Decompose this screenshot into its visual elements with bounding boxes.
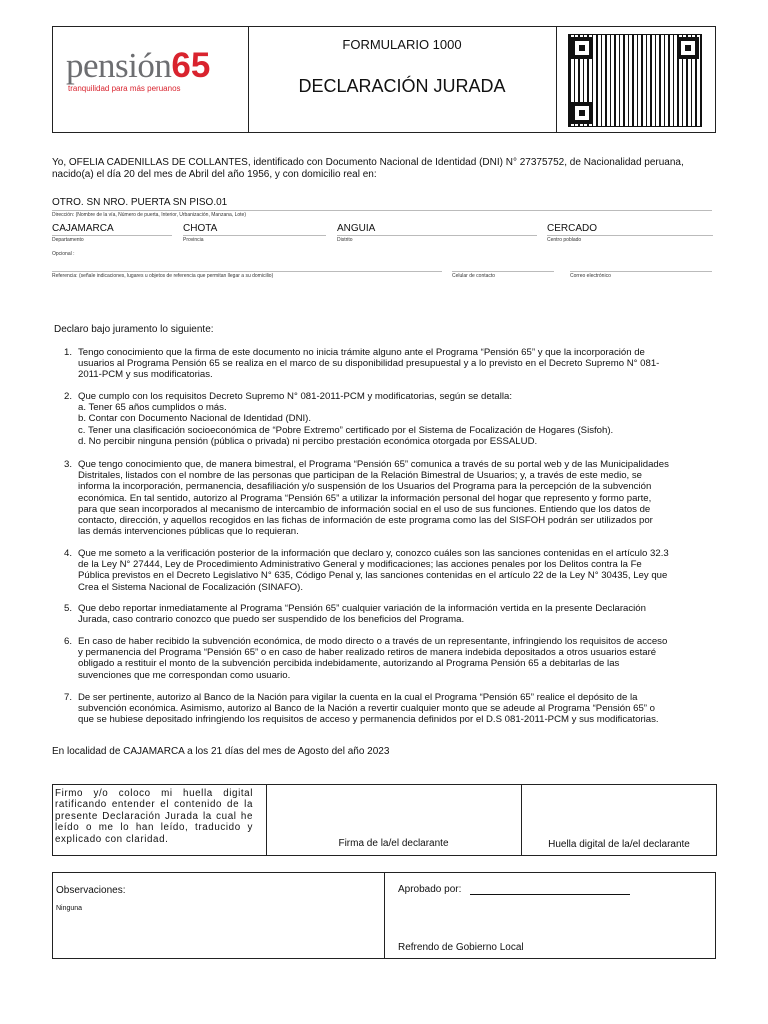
item-number: 3. [64, 459, 73, 470]
item-number: 5. [64, 603, 73, 614]
form-title: DECLARACIÓN JURADA [298, 76, 506, 96]
item-line: las demás intervenciones públicas que lo requieran. [78, 526, 299, 538]
item-line: En caso de haber recibido la subvención económica, de modo directo o a través de un representante, infringiendo los requisitos de acceso [78, 636, 668, 647]
item-text [78, 347, 718, 381]
optional-label: Opcional : [52, 251, 75, 257]
item-number: 1. [64, 347, 73, 358]
item-number: 2. [64, 391, 73, 402]
town-value: CERCADO [547, 223, 598, 234]
district-line [337, 235, 537, 236]
department-value: CAJAMARCA [52, 223, 114, 234]
item-line: subvención económica. Asimismo, autorizo al Banco de la Nación a revertir cualquier monto que se adeude al Programa “Pensión 65” o [78, 703, 656, 715]
intro-line-1: Yo, OFELIA CADENILLAS DE COLLANTES, identificado con Documento Nacional de Identidad (DNI) N° 27375752, de Nacionalidad peruana, [52, 157, 684, 168]
reference-line [52, 271, 442, 272]
item-line: económica. En tal sentido, autorizo al Programa “Pensión 65” a utilizar la información personal del hogar que represento y formo parte, [78, 492, 652, 504]
form-number: FORMULARIO 1000 [342, 37, 462, 52]
item-line: Que debo reportar inmediatamente al Programa “Pensión 65” cualquier variación de la información vertida en la presente Declaración [78, 603, 646, 614]
province-label: Provincia [183, 237, 204, 243]
item-line: De ser pertinente, autorizo al Banco de la Nación para vigilar la cuenta en la cual el Programa “Pensión 65” realice el depósito de la [78, 692, 638, 703]
town-label: Centro poblado [547, 237, 582, 243]
item-line: c. Tener una clasificación socioeconómica de “Pobre Extremo” certificado por el Sistema de Focalización de Hogares (Sisfoh). [78, 424, 614, 436]
item-line: para que sean incorporados al mecanismo de intercambio de información social en el uso de sus funciones. Entiendo que los datos de [78, 503, 651, 515]
item-text [78, 459, 718, 537]
item-line: y permanencia del Programa “Pensión 65” o en caso de haber realizado retiros de manera indebida depositados a otros usuarios estaré [78, 647, 657, 659]
item-text [78, 603, 718, 625]
signature-area[interactable] [267, 785, 520, 835]
item-text [78, 692, 718, 726]
item-line: Jurada, caso contrario conozco que puedo ser suspendido de los beneficios del Programa. [78, 614, 465, 626]
phone-line [452, 271, 554, 272]
phone-label: Celular de contacto [452, 273, 496, 279]
item-text [78, 391, 718, 447]
footer-divider [384, 872, 385, 959]
fingerprint-label: Huella digital de la/el declarante [548, 839, 690, 850]
reference-label: Referencia: (señale indicaciones, lugares u objetos de referencia que permitan llegar a su domicilio) [52, 273, 274, 279]
item-number: 6. [64, 636, 73, 647]
item-line: Que tengo conocimiento que, de manera bimestral, el Programa “Pensión 65” comunica a través de su portal web y de las Municipalidades [78, 459, 669, 470]
district-value: ANGUIA [337, 223, 376, 234]
logo-tagline: tranquilidad para más peruanos [68, 84, 181, 93]
fingerprint-area[interactable] [522, 785, 716, 835]
item-line: 2011-PCM y sus modificatorias. [78, 369, 213, 381]
item-line: de la Ley N° 27444, Ley de Procedimiento Administrativo General y modificaciones; las acciones penales por los Delitos contra la Fe [78, 559, 642, 571]
endorsement-label: Refrendo de Gobierno Local [398, 942, 524, 953]
logo-number: 65 [171, 46, 211, 85]
place-date: En localidad de CAJAMARCA a los 21 días del mes de Agosto del año 2023 [52, 746, 390, 757]
item-line: Que cumplo con los requisitos Decreto Supremo N° 081-2011-PCM y modificatorias, según se detalla: [78, 391, 512, 402]
district-label: Distrito [337, 237, 353, 243]
item-number: 7. [64, 692, 73, 703]
item-line: suvenciones que me correspondan como usuario. [78, 669, 291, 681]
item-number: 4. [64, 548, 73, 559]
address-street-line [52, 210, 712, 211]
approved-label: Aprobado por: [398, 884, 462, 895]
signature-statement: Firmo y/o coloco mi huella digital ratificando entender el contenido de la presente Declaración Jurada la cual he leído o me lo han leído, traducido y explicado con claridad. [55, 788, 253, 845]
item-line: que se hubiese depositado infringiendo los requisitos de acceso y permanencia definidos por el D.S 081-2011-PCM y sus modificatorias. [78, 714, 659, 726]
item-line: Tengo conocimiento que la firma de este documento no inicia trámite alguno ante el Programa “Pensión 65” y que la incorporación de [78, 347, 645, 358]
header-divider-right [556, 26, 557, 133]
qr-code [568, 34, 702, 127]
item-line: b. Contar con Documento Nacional de Identidad (DNI). [78, 413, 312, 425]
department-label: Departamento [52, 237, 84, 243]
approved-signature-line[interactable] [470, 894, 630, 895]
item-text [78, 548, 718, 593]
observations-label: Observaciones: [56, 885, 126, 896]
declaration-intro: Declaro bajo juramento lo siguiente: [54, 324, 214, 335]
address-street: OTRO. SN NRO. PUERTA SN PISO.01 [52, 197, 228, 208]
item-line: obligado a restituir el monto de la subvención percibida indebidamente, autorizando al Programa Pensión 65 a debitarlas de las [78, 658, 620, 670]
department-line [52, 235, 172, 236]
email-label: Correo electrónico [570, 273, 611, 279]
address-street-label: Dirección: (Nombre de la vía, Número de puerta, Interior, Urbanización, Manzana, Lote) [52, 212, 246, 218]
item-line: a. Tener 65 años cumplidos o más. [78, 402, 227, 414]
intro-line-2: nacido(a) el día 20 del mes de Abril del año 1956, y con domicilio real en: [52, 169, 377, 180]
province-line [183, 235, 326, 236]
item-line: informa la incorporación, permanencia, desafiliación y/o suspensión de los Usuarios del Programa para la percepción de la subvención [78, 481, 652, 493]
town-line [547, 235, 713, 236]
item-line: contacto, dirección, y aquellos recogidos en las fichas de información de este programa como las del SISFOH podrán ser utilizados por [78, 515, 653, 527]
logo-word: pensión [66, 46, 172, 85]
observations-value: Ninguna [56, 905, 83, 912]
item-text [78, 636, 718, 681]
item-line: Crea el Sistema Nacional de Focalización (SINAFO). [78, 581, 304, 593]
item-line: Que me someto a la verificación posterior de la información que declaro y, conozco cuáles son las sanciones contenidas en el artículo 32.3 [78, 548, 669, 559]
signature-label: Firma de la/el declarante [338, 838, 449, 849]
item-line: d. No percibir ninguna pensión (pública o privada) ni percibo prestación económica otorgada por ESSALUD. [78, 435, 538, 447]
pension65-logo [66, 46, 236, 98]
province-value: CHOTA [183, 223, 218, 234]
item-line: Pública previstos en el Decreto Legislativo N° 635, Código Penal y, las sanciones contenidas en el artículo 22 de la Ley N° 30435, Ley que [78, 570, 668, 582]
item-line: Distritales, listados con el nombre de las personas que participan de la Relación Bimestral de Usuarios; y, a través de este medio, se [78, 470, 643, 482]
item-line: usuarios al Programa Pensión 65 se realiza en el marco de su disponibilidad presupuestal y a lo previsto en el Decreto Supremo N° 081- [78, 358, 660, 370]
email-line [570, 271, 712, 272]
